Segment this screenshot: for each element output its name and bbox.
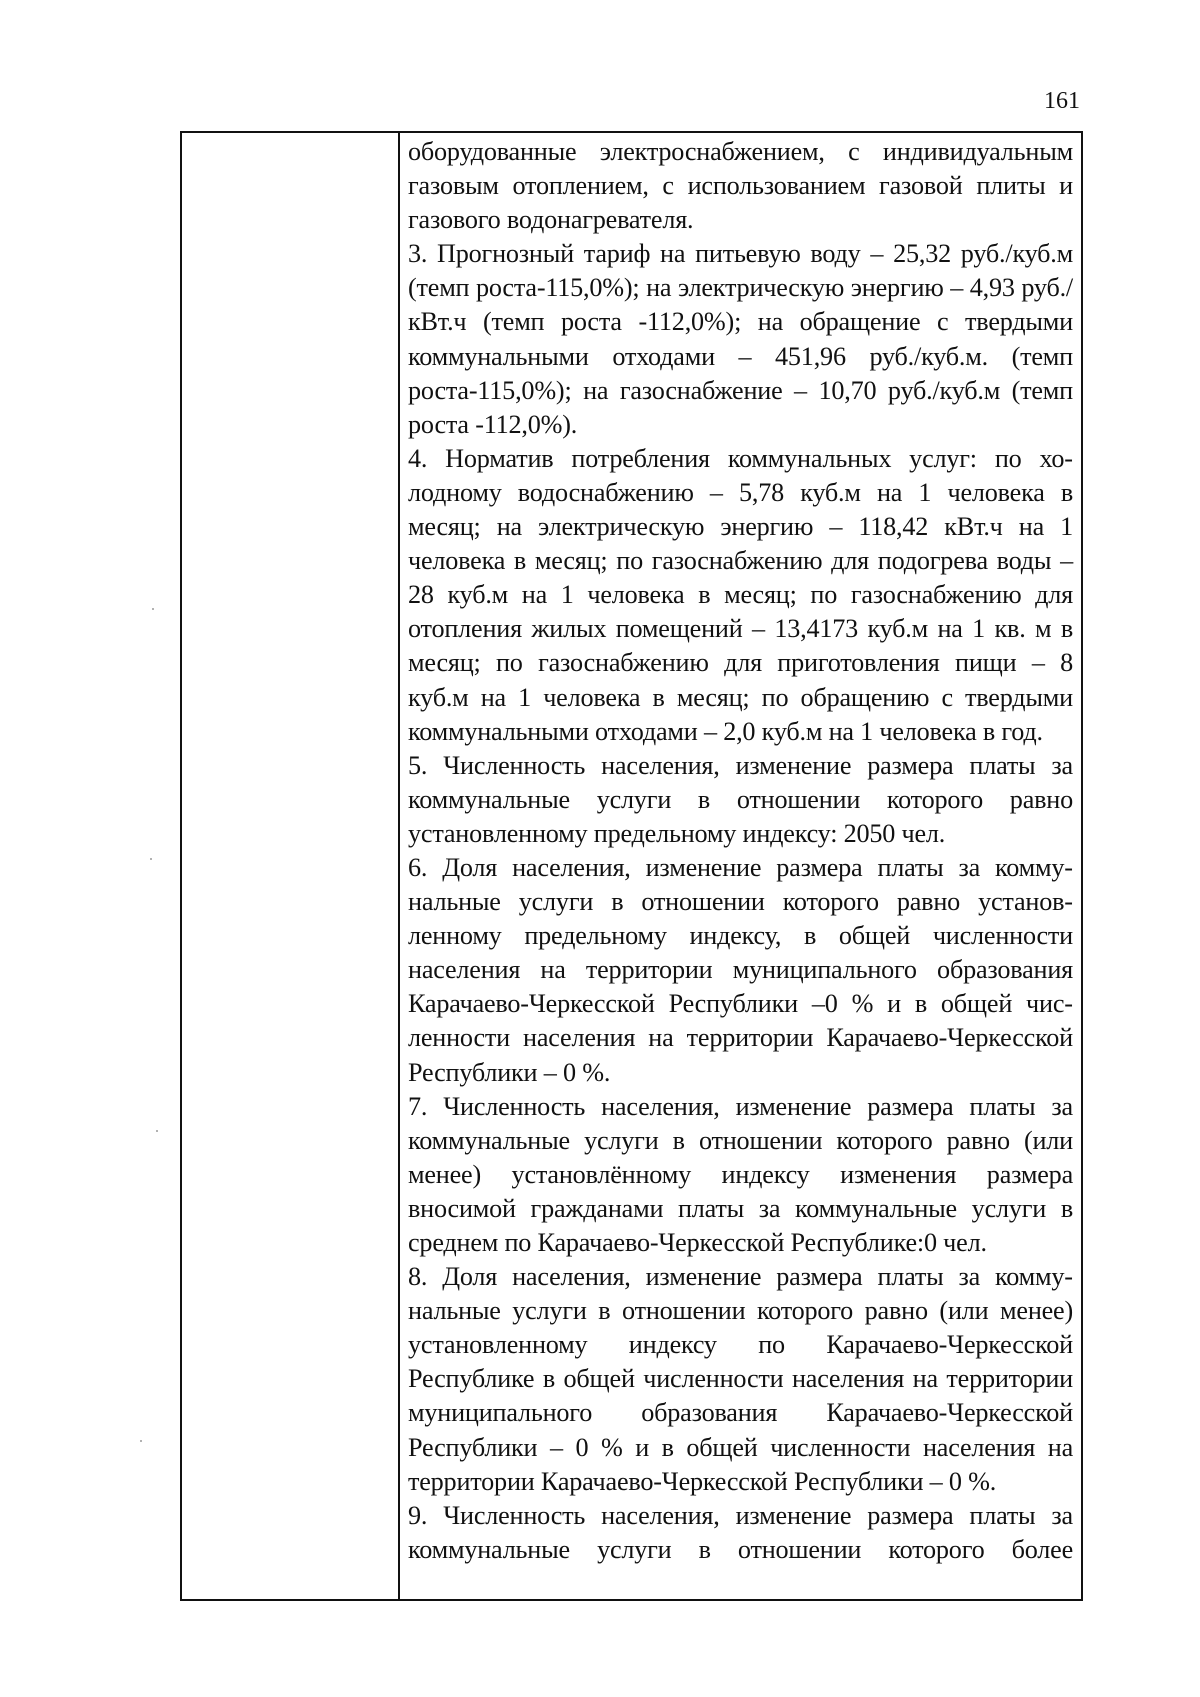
document-table xyxy=(180,131,1083,1601)
paragraph-continuation: оборудованные электроснабжением, с индивидуальным газовым отоплением, с использованием газовой плиты и газового водонагревателя. xyxy=(408,137,1073,235)
table-left-cell xyxy=(182,133,400,1599)
paragraph-item-5: 5. Численность населения, изменение размера платы за коммунальные услуги в отношении которого равно установленному предельному индексу: 2050 чел. xyxy=(408,750,1073,848)
paragraph-item-8: 8. Доля населения, изменение размера платы за коммунальные услуги в отношении которого равно (или менее) установленному индексу по Карачаево-Черкесской Республике в общей численности населения на территории муниципального образования Карачаево-Черкесской Республики – 0 % и в общей численности населения на территории Карачаево-Черкесской Республики – 0 %. xyxy=(408,1262,1073,1496)
scan-speck xyxy=(156,1130,158,1132)
paragraph-item-9: 9. Численность населения, изменение размера платы за коммунальные услуги в отношении которого более xyxy=(408,1500,1073,1564)
scan-speck xyxy=(152,608,154,610)
table-right-cell xyxy=(400,133,1081,1599)
paragraph-item-6: 6. Доля населения, изменение размера платы за коммунальные услуги в отношении которого равно установленному предельному индексу, в общей численности населения на территории муниципального образования Карачаево-Черкесской Республики –0 % и в общей численности населения на территории Карачаево-Черкесской Республики – 0 %. xyxy=(408,852,1073,1087)
scan-speck xyxy=(140,1440,142,1442)
paragraph-item-3: 3. Прогнозный тариф на питьевую воду – 25,32 руб./куб.м (темп роста-115,0%); на электрическую энергию – 4,93 руб./кВт.ч (темп роста -112,0%); на обращение с твердыми коммунальными отходами – 451,96 руб./куб.м. (темп роста-115,0%); на газоснабжение – 10,70 руб./куб.м (темп роста -112,0%). xyxy=(408,239,1073,439)
scan-speck xyxy=(150,858,152,860)
paragraph-item-7: 7. Численность населения, изменение размера платы за коммунальные услуги в отношении которого равно (или менее) установлённому индексу изменения размера вносимой гражданами платы за коммунальные услуги в среднем по Карачаево-Черкесской Республике:0 чел. xyxy=(408,1091,1073,1257)
paragraph-item-4: 4. Норматив потребления коммунальных услуг: по холодному водоснабжению – 5,78 куб.м на 1 человека в месяц; на электрическую энергию – 118,42 кВт.ч на 1 человека в месяц; по газоснабжению для подогрева воды – 28 куб.м на 1 человека в месяц; по газоснабжению для отопления жилых помещений – 13,4173 куб.м на 1 кв. м в месяц; по газоснабжению для приготовления пищи – 8 куб.м на 1 человека в месяц; по обращению с твердыми коммунальными отходами – 2,0 куб.м на 1 человека в год. xyxy=(408,443,1073,746)
page-number: 161 xyxy=(1044,88,1080,114)
